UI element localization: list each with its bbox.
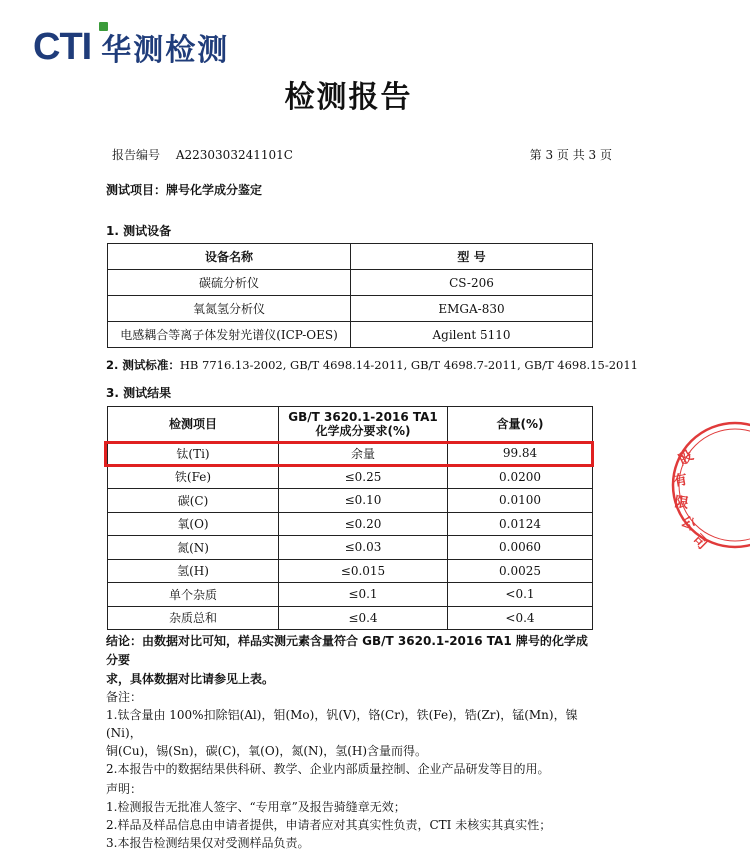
table-header-row bbox=[108, 244, 593, 270]
report-number-label: 报告编号 bbox=[112, 148, 161, 162]
table-cell: 钛(Ti) bbox=[108, 442, 279, 466]
table-cell: CS-206 bbox=[351, 270, 593, 296]
table-cell: 0.0200 bbox=[448, 465, 593, 489]
table-cell: ≤0.015 bbox=[279, 559, 448, 583]
table-row bbox=[108, 270, 593, 296]
table-cell: 氧氮氢分析仪 bbox=[108, 296, 351, 322]
table-cell: EMGA-830 bbox=[351, 296, 593, 322]
page-title: 检测报告 bbox=[284, 80, 413, 115]
table-cell: 氮(N) bbox=[108, 536, 279, 560]
header-cell bbox=[279, 407, 448, 442]
section2-standards bbox=[106, 357, 638, 373]
header-cell: 型 号 bbox=[351, 244, 593, 270]
table-row bbox=[108, 489, 593, 513]
header-requirement: 化学成分要求(%) bbox=[315, 424, 411, 438]
table-row bbox=[108, 296, 593, 322]
section2-text: HB 7716.13-2002, GB/T 4698.14-2011, GB/T 4698.7-2011, GB/T 4698.15-2011 bbox=[179, 358, 638, 372]
conclusion-line: 求，具体数据对比请参见上表。 bbox=[106, 672, 275, 686]
table-cell: Agilent 5110 bbox=[351, 322, 593, 348]
table-row bbox=[108, 559, 593, 583]
logo-dot-icon bbox=[99, 22, 108, 31]
report-number-value: A2230303241101C bbox=[175, 148, 293, 162]
notes-line: 1.钛含量由 100%扣除铝(Al)，钼(Mo)，钒(V)，铬(Cr)，铁(Fe)，锆(Zr)，锰(Mn)，镍(Ni)， bbox=[106, 708, 578, 740]
table-cell: 电感耦合等离子体发射光谱仪(ICP-OES) bbox=[108, 322, 351, 348]
highlight-box bbox=[104, 441, 594, 467]
test-item: 测试项目：牌号化学成分鉴定 bbox=[106, 183, 263, 197]
seal-char: 司 bbox=[689, 531, 711, 553]
statement-title: 声明： bbox=[106, 782, 143, 796]
table-cell: 0.0025 bbox=[448, 559, 593, 583]
seal-char: 限 bbox=[673, 494, 690, 512]
table-cell: 0.0124 bbox=[448, 512, 593, 536]
table-cell: 单个杂质 bbox=[108, 583, 279, 607]
statement-line: 1.检测报告无批准人签字、“专用章”及报告骑缝章无效； bbox=[106, 800, 406, 814]
seal-char: 有 bbox=[671, 471, 689, 490]
table-cell: 杂质总和 bbox=[108, 606, 279, 630]
statement-line: 3.本报告检测结果仅对受测样品负责。 bbox=[106, 836, 310, 850]
table-cell: 氧(O) bbox=[108, 512, 279, 536]
table-cell: ≤0.4 bbox=[279, 606, 448, 630]
table-cell: ≤0.03 bbox=[279, 536, 448, 560]
table-cell: ≤0.20 bbox=[279, 512, 448, 536]
notes bbox=[106, 688, 606, 778]
table-cell: ≤0.1 bbox=[279, 583, 448, 607]
statement-line: 2.样品及样品信息由申请者提供，申请者应对其真实性负责，CTI 未核实其真实性； bbox=[106, 818, 552, 832]
table-cell: ≤0.10 bbox=[279, 489, 448, 513]
section3-heading: 3. 测试结果 bbox=[106, 386, 172, 400]
table-row bbox=[108, 536, 593, 560]
results-table bbox=[107, 406, 593, 630]
table-row bbox=[108, 606, 593, 630]
table-cell: 0.0100 bbox=[448, 489, 593, 513]
company-logo bbox=[33, 22, 229, 72]
table-row bbox=[108, 465, 593, 489]
table-cell: ≤0.25 bbox=[279, 465, 448, 489]
table-cell: <0.4 bbox=[448, 606, 593, 630]
seal-char: 公 bbox=[678, 513, 698, 535]
table-row bbox=[108, 583, 593, 607]
header-cell: 设备名称 bbox=[108, 244, 351, 270]
equipment-table bbox=[107, 243, 593, 348]
table-cell: 余量 bbox=[279, 442, 448, 466]
header-standard: GB/T 3620.1-2016 TA1 bbox=[288, 410, 438, 424]
page-info: 第 3 页 共 3 页 bbox=[529, 148, 612, 162]
logo-brand: CTI bbox=[33, 25, 92, 68]
conclusion bbox=[106, 632, 596, 689]
conclusion-line: 结论：由数据对比可知，样品实测元素含量符合 GB/T 3620.1-2016 TA1 牌号的化学成分要 bbox=[106, 634, 588, 667]
company-seal-stamp bbox=[660, 420, 750, 553]
table-row bbox=[108, 512, 593, 536]
notes-line: 铜(Cu)，锡(Sn)，碳(C)，氧(O)，氮(N)，氢(H)含量而得。 bbox=[106, 744, 428, 758]
table-cell: 氢(H) bbox=[108, 559, 279, 583]
table-cell: 碳硫分析仪 bbox=[108, 270, 351, 296]
table-cell: 0.0060 bbox=[448, 536, 593, 560]
table-cell: 铁(Fe) bbox=[108, 465, 279, 489]
seal-char: 股 bbox=[676, 447, 697, 469]
header-cell: 含量(%) bbox=[448, 407, 593, 442]
table-cell: 碳(C) bbox=[108, 489, 279, 513]
table-row bbox=[108, 322, 593, 348]
table-cell: 99.84 bbox=[448, 442, 593, 466]
table-header-row bbox=[108, 407, 593, 442]
statement bbox=[106, 780, 626, 852]
section1-heading: 1. 测试设备 bbox=[106, 224, 172, 238]
notes-line: 2.本报告中的数据结果供科研、教学、企业内部质量控制、企业产品研发等目的用。 bbox=[106, 762, 550, 776]
table-cell: <0.1 bbox=[448, 583, 593, 607]
notes-title: 备注： bbox=[106, 690, 143, 704]
logo-cn-name: 华测检测 bbox=[101, 33, 230, 68]
section2-label: 2. 测试标准： bbox=[106, 358, 180, 372]
report-number bbox=[112, 146, 293, 163]
header-cell: 检测项目 bbox=[108, 407, 279, 442]
